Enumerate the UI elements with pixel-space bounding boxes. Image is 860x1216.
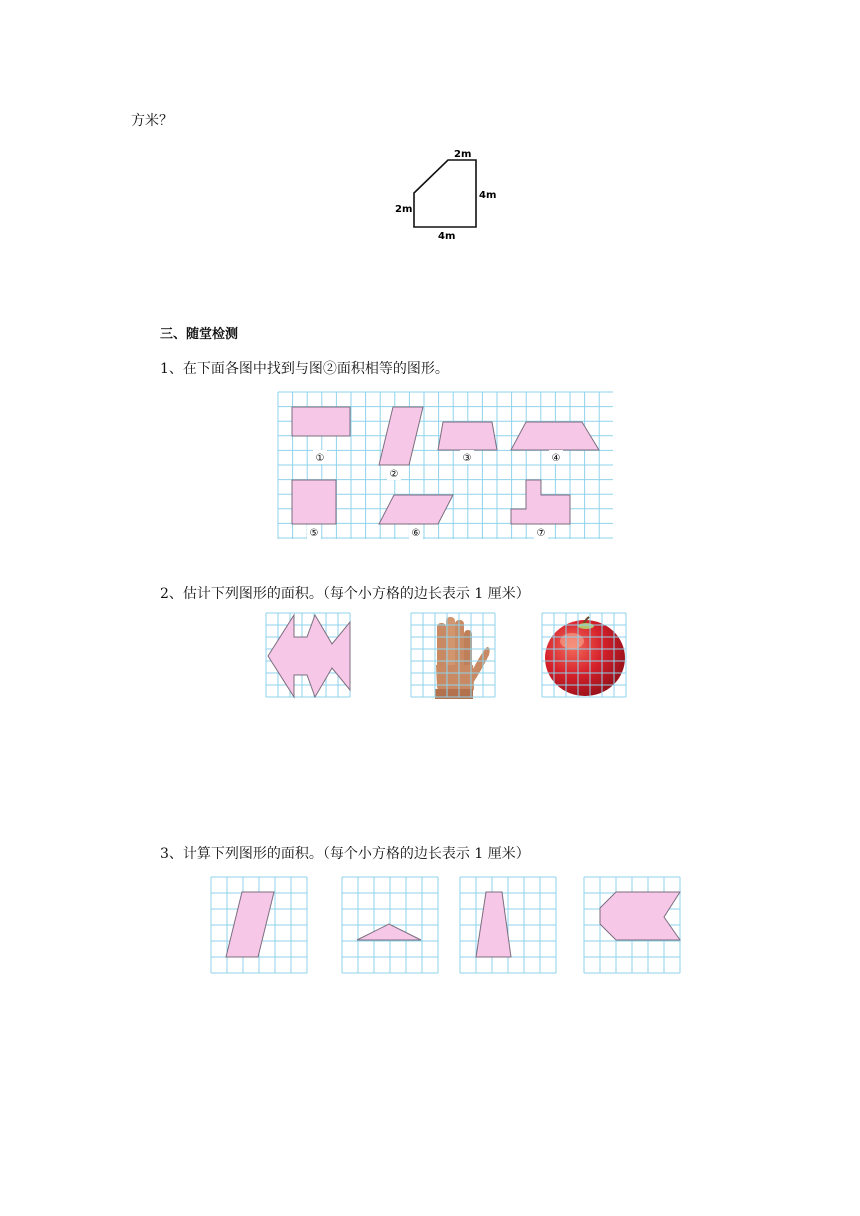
q2-fish-figure xyxy=(266,613,352,699)
q1-text: 1、在下面各图中找到与图②面积相等的图形。 xyxy=(160,361,449,377)
label-2: ② xyxy=(389,469,399,480)
dim-left: 2m xyxy=(395,204,413,215)
q3-arrow-shape-figure xyxy=(584,877,680,973)
q3-parallelogram-figure xyxy=(211,877,307,973)
question-fragment: 方米？ xyxy=(131,113,173,129)
label-4: ④ xyxy=(551,453,561,464)
q1-grid-figure xyxy=(277,391,615,541)
q2-hand-figure xyxy=(411,613,497,699)
shape-5-square xyxy=(292,480,336,524)
shape-4-trapezoid xyxy=(511,422,599,450)
q2-apple-figure xyxy=(542,613,628,699)
shape-1-rectangle xyxy=(292,407,350,436)
shape-7-l-shape xyxy=(511,480,570,524)
floorplan-figure xyxy=(390,145,497,245)
q2-text: 2、估计下列图形的面积。（每个小方格的边长表示 1 厘米） xyxy=(160,586,530,602)
triangle-shape xyxy=(357,924,421,940)
dim-right: 4m xyxy=(479,190,497,201)
q3-triangle-figure xyxy=(342,877,438,973)
apple-image xyxy=(545,617,625,696)
section-heading: 三、随堂检测 xyxy=(160,327,239,342)
dim-bottom: 4m xyxy=(438,231,456,242)
label-3: ③ xyxy=(462,453,472,464)
q3-text: 3、计算下列图形的面积。（每个小方格的边长表示 1 厘米） xyxy=(160,846,530,862)
shape-3-trapezoid xyxy=(438,422,497,450)
label-5: ⑤ xyxy=(309,528,319,539)
label-7: ⑦ xyxy=(536,528,546,539)
trapezoid-shape xyxy=(476,892,511,957)
dim-top: 2m xyxy=(454,149,472,160)
label-1: ① xyxy=(315,453,325,464)
label-6: ⑥ xyxy=(411,528,421,539)
shape-6-parallelogram xyxy=(379,495,453,524)
q3-trapezoid-figure xyxy=(460,877,556,973)
floorplan-outline xyxy=(414,160,476,227)
shape-2-parallelogram xyxy=(379,407,423,465)
arrow-shape xyxy=(600,892,680,940)
